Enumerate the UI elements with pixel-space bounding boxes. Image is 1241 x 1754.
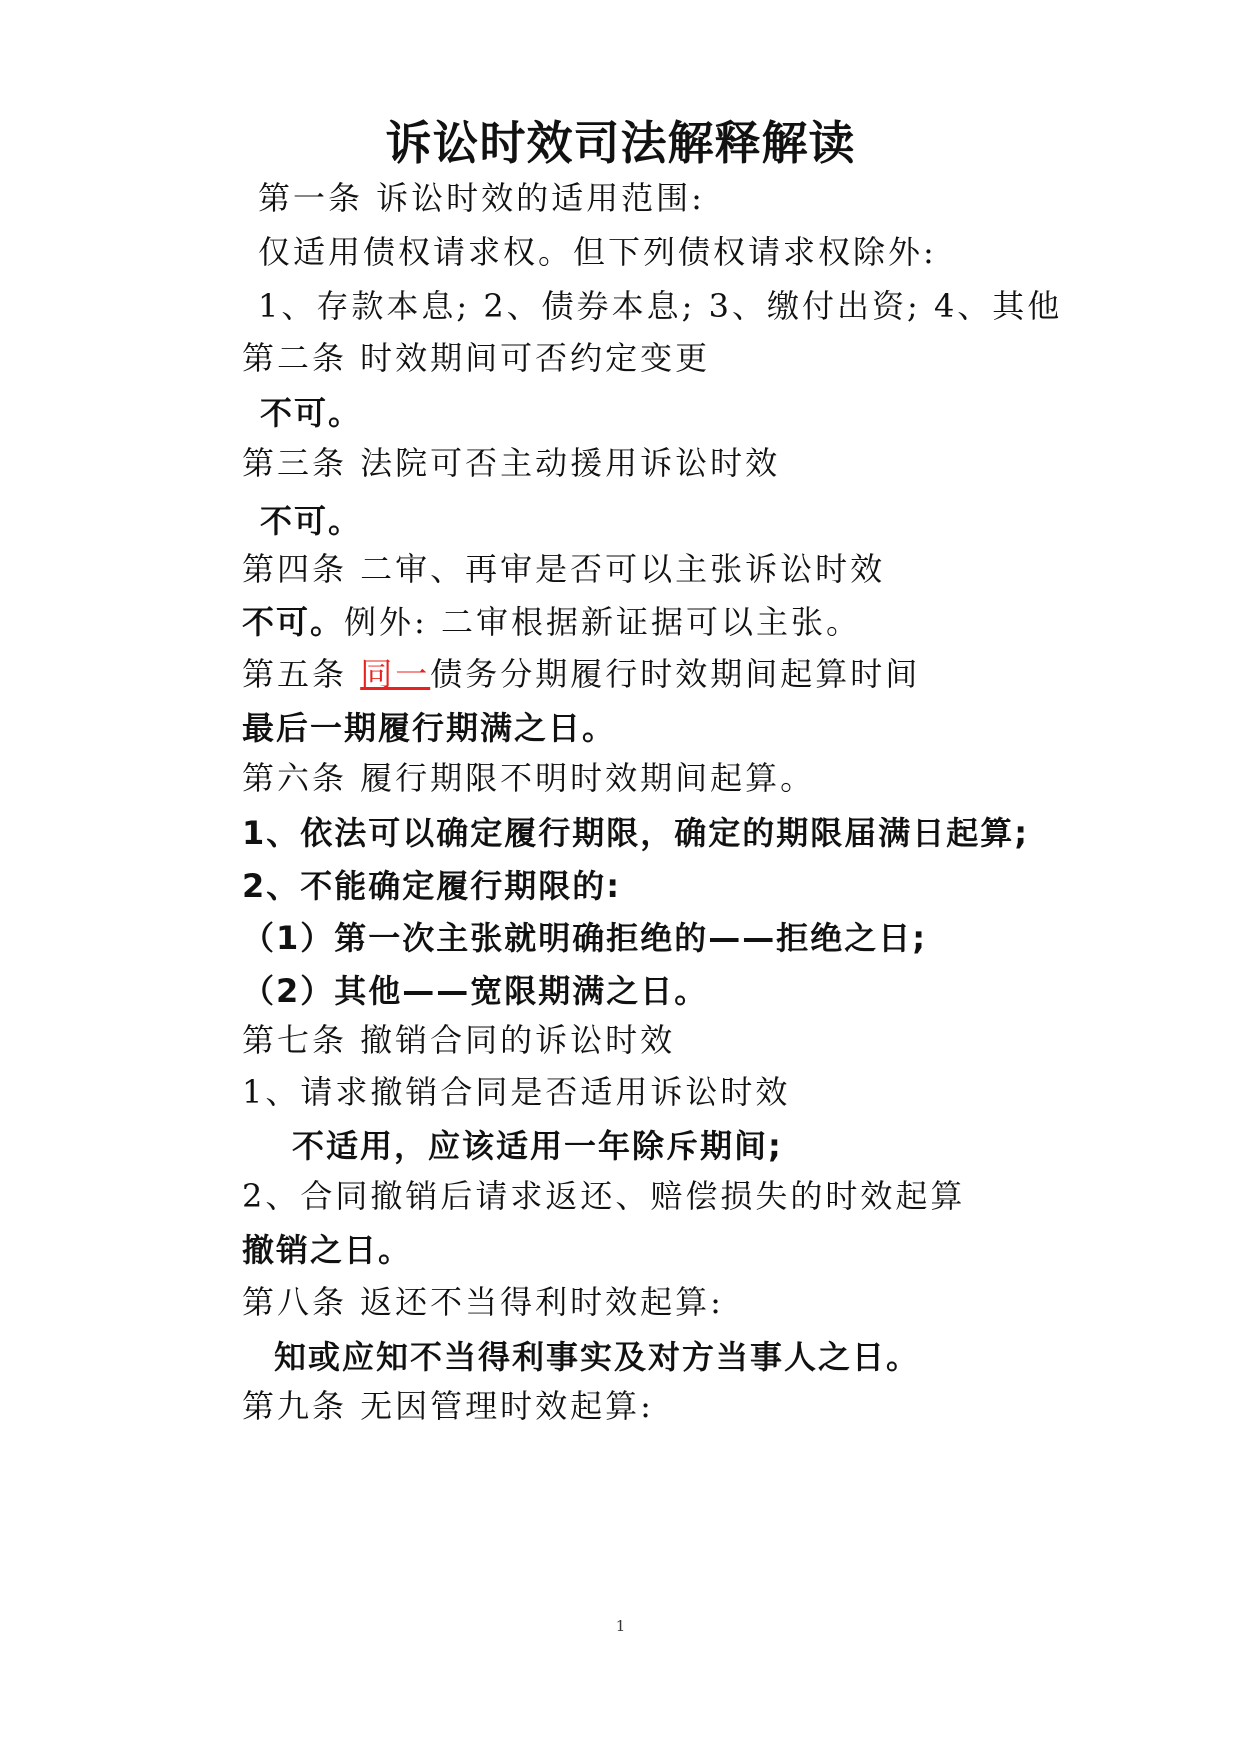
article-2-heading: 第二条 时效期间可否约定变更 <box>242 339 711 377</box>
article-3-answer: 不可。 <box>260 502 363 540</box>
document-title: 诉讼时效司法解释解读 <box>385 116 856 170</box>
article-7-question-2: 2、合同撤销后请求返还、赔偿损失的时效起算 <box>242 1177 966 1215</box>
article-5-heading <box>242 655 921 693</box>
article-7-heading: 第七条 撤销合同的诉讼时效 <box>242 1021 676 1059</box>
article-4-heading: 第四条 二审、再审是否可以主张诉讼时效 <box>242 550 886 588</box>
article-7-question-1: 1、请求撤销合同是否适用诉讼时效 <box>242 1073 791 1111</box>
article-8-answer: 知或应知不当得利事实及对方当事人之日。 <box>274 1338 921 1376</box>
article-6-heading: 第六条 履行期限不明时效期间起算。 <box>242 759 816 797</box>
article-4-answer-bold: 不可。 <box>242 603 345 641</box>
article-1-exceptions: 1、存款本息; 2、债券本息; 3、缴付出资; 4、其他 <box>258 287 1063 325</box>
article-1-scope: 仅适用债权请求权。但下列债权请求权除外: <box>258 233 937 271</box>
article-6-item-2-sub-2: （2）其他——宽限期满之日。 <box>242 972 709 1010</box>
article-5-answer: 最后一期履行期满之日。 <box>242 709 617 747</box>
article-8-heading: 第八条 返还不当得利时效起算: <box>242 1283 724 1321</box>
article-9-heading: 第九条 无因管理时效起算: <box>242 1387 654 1425</box>
page-number: 1 <box>615 1617 626 1635</box>
article-6-item-2-sub-1: （1）第一次主张就明确拒绝的——拒绝之日; <box>242 919 928 957</box>
article-1-heading: 第一条 诉讼时效的适用范围: <box>258 179 705 217</box>
article-4-exception: 例外: 二审根据新证据可以主张。 <box>344 603 861 641</box>
article-6-item-1: 1、依法可以确定履行期限，确定的期限届满日起算; <box>242 814 1030 852</box>
article-7-answer-2: 撤销之日。 <box>242 1231 413 1269</box>
article-6-item-2: 2、不能确定履行期限的: <box>242 867 622 905</box>
article-3-heading: 第三条 法院可否主动援用诉讼时效 <box>242 444 781 482</box>
article-5-highlight: 同一 <box>360 655 431 693</box>
article-7-answer-1: 不适用，应该适用一年除斥期间; <box>292 1127 783 1165</box>
article-5-label: 第五条 <box>242 655 361 693</box>
article-4-answer <box>242 603 861 641</box>
article-2-answer: 不可。 <box>260 394 363 432</box>
article-5-text: 债务分期履行时效期间起算时间 <box>430 655 921 693</box>
